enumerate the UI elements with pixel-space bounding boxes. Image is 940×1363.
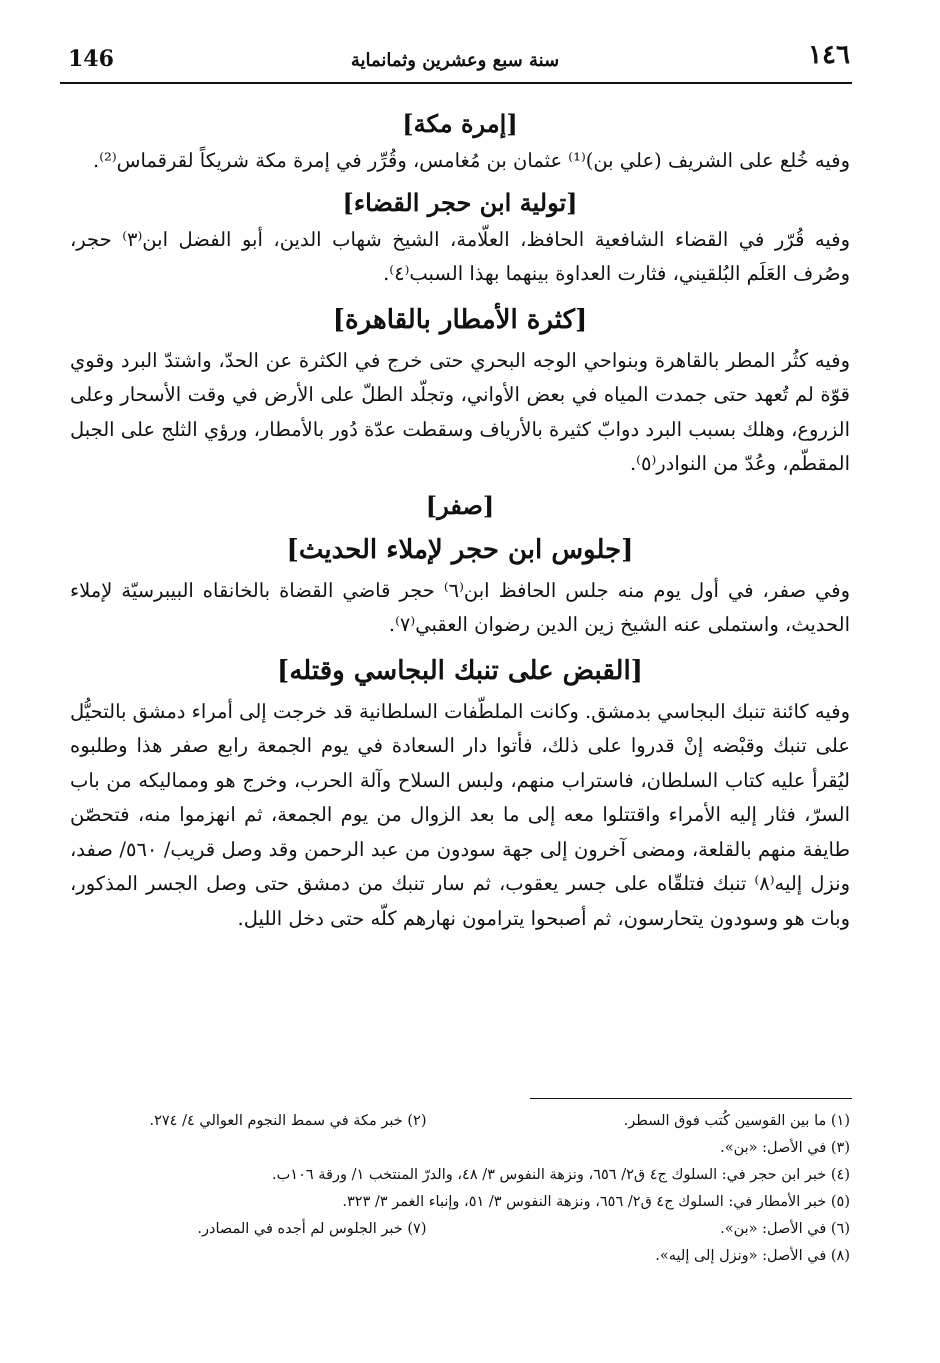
- header-rule: [60, 82, 852, 84]
- section-body: [70, 695, 850, 937]
- footnote: (٢) خبر مكة في سمط النجوم العوالي ٤/ ٢٧٤.: [149, 1113, 427, 1129]
- footnote: (٤) خبر ابن حجر في: السلوك ج٤ ق٢/ ٦٥٦، ونزهة النفوس ٣/ ٤٨، والدرّ المنتخب ١/ ورقة ١٠٦ب.: [272, 1167, 850, 1183]
- section-body: [70, 574, 850, 643]
- footnote: (٣) في الأصل: «بن».: [720, 1140, 850, 1156]
- running-title: سنة سبع وعشرين وثمانماية: [350, 50, 560, 71]
- footnote-row: [80, 1216, 850, 1243]
- footnote: (٥) خبر الأمطار في: السلوك ج٤ ق٢/ ٦٥٦، ونزهة النفوس ٣/ ٥١، وإنباء الغمر ٣/ ٣٢٣.: [342, 1194, 850, 1210]
- section-heading: [جلوس ابن حجر لإملاء الحديث]: [286, 534, 634, 565]
- footnote-row: [80, 1243, 850, 1270]
- running-head: [60, 40, 850, 80]
- section-body: [70, 223, 850, 292]
- footnote: (٦) في الأصل: «بن».: [720, 1221, 850, 1237]
- footnote-row: [80, 1108, 850, 1135]
- footnote-row: [80, 1162, 850, 1189]
- paragraph: وفيه كثُر المطر بالقاهرة وبنواحي الوجه البحري حتى خرج في الكثرة عن الحدّ، واشتدّ البرد وقوي قوّة لم تُعهد حتى جمدت المياه في بعض الأواني، وتجلّد الطلّ على الأرض في وقت الأسحار وعلى الزروع، وهلك بسبب البرد دوابّ كثيرة بالأرياف وسقطت عدّة دُور بالأمطار، ورؤي الثلج على الجبل المقطّم، وعُدّ من النوادر⁽٥⁾.: [70, 348, 850, 475]
- footnote: (١) ما بين القوسين كُتب فوق السطر.: [623, 1113, 850, 1129]
- main-text: [70, 104, 850, 940]
- footnote: (٧) خبر الجلوس لم أجده في المصادر.: [197, 1221, 427, 1237]
- footnote-row: [80, 1135, 850, 1162]
- section-heading: [تولية ابن حجر القضاء]: [342, 187, 578, 217]
- section-heading: [القبض على تنبك البجاسي وقتله]: [277, 655, 643, 686]
- month-heading: [صفر]: [425, 490, 495, 520]
- footnotes: [80, 1108, 850, 1270]
- section-body: [70, 344, 850, 482]
- paragraph: وفي صفر، في أول يوم منه جلس الحافظ ابن⁽٦⁾ حجر قاضي القضاة بالخانقاه البيبرسيّة لإملاء الحديث، واستملى عنه الشيخ زين الدين رضوان العقبي⁽٧⁾.: [70, 578, 850, 636]
- paragraph: وفيه خُلع على الشريف (علي بن)⁽¹⁾ عثمان بن مُغامس، وقُرِّر في إمرة مكة شريكاً لقرقماس⁽²⁾.: [93, 149, 850, 172]
- page-number-latin: 146: [68, 46, 114, 72]
- section-heading: [كثرة الأمطار بالقاهرة]: [332, 304, 588, 335]
- footnote-row: [80, 1189, 850, 1216]
- footnote-rule: [530, 1098, 852, 1099]
- section-body: [70, 144, 850, 179]
- page-number-arabic: ١٤٦: [808, 40, 850, 70]
- footnote: (٨) في الأصل: «ونزل إلى إليه».: [655, 1248, 850, 1264]
- section-heading: [إمرة مكة]: [402, 109, 518, 138]
- paragraph: وفيه قُرّر في القضاء الشافعية الحافظ، العلّامة، الشيخ شهاب الدين، أبو الفضل ابن⁽٣⁾ حجر، وصُرف العَلَم البُلقيني، فثارت العداوة بينهما بهذا السبب⁽٤⁾.: [70, 227, 850, 285]
- paragraph: وفيه كائنة تنبك البجاسي بدمشق. وكانت الملطّفات السلطانية قد خرجت إلى أمراء دمشق بالتحيُّل على تنبك وقبْضه إنْ قدروا على ذلك، فأتوا دار السعادة في يوم الجمعة رابع صفر هذا وطلبوه ليُقرأ عليه كتاب السلطان، فاستراب منهم، ولبس السلاح وآلة الحرب، وخرج هو ومماليكه من باب السرّ، فثار إليه الأمراء واقتتلوا معه إلى ما بعد الزوال من يوم الجمعة، ثم انهزموا منه، فتحصّن طايفة منهم بالقلعة، ومضى آخرون إلى جهة سودون من عبد الرحمن وقد وصل قريب/ ٥٦٠/ صفد، ونزل إليه⁽٨⁾ تنبك فتلقّاه على جسر يعقوب، ثم سار تنبك من دمشق حتى وصل الجسر المذكور، وبات هو وسودون يتحارسون، ثم أصبحوا يترامون نهارهم كلّه حتى دخل الليل.: [70, 699, 850, 930]
